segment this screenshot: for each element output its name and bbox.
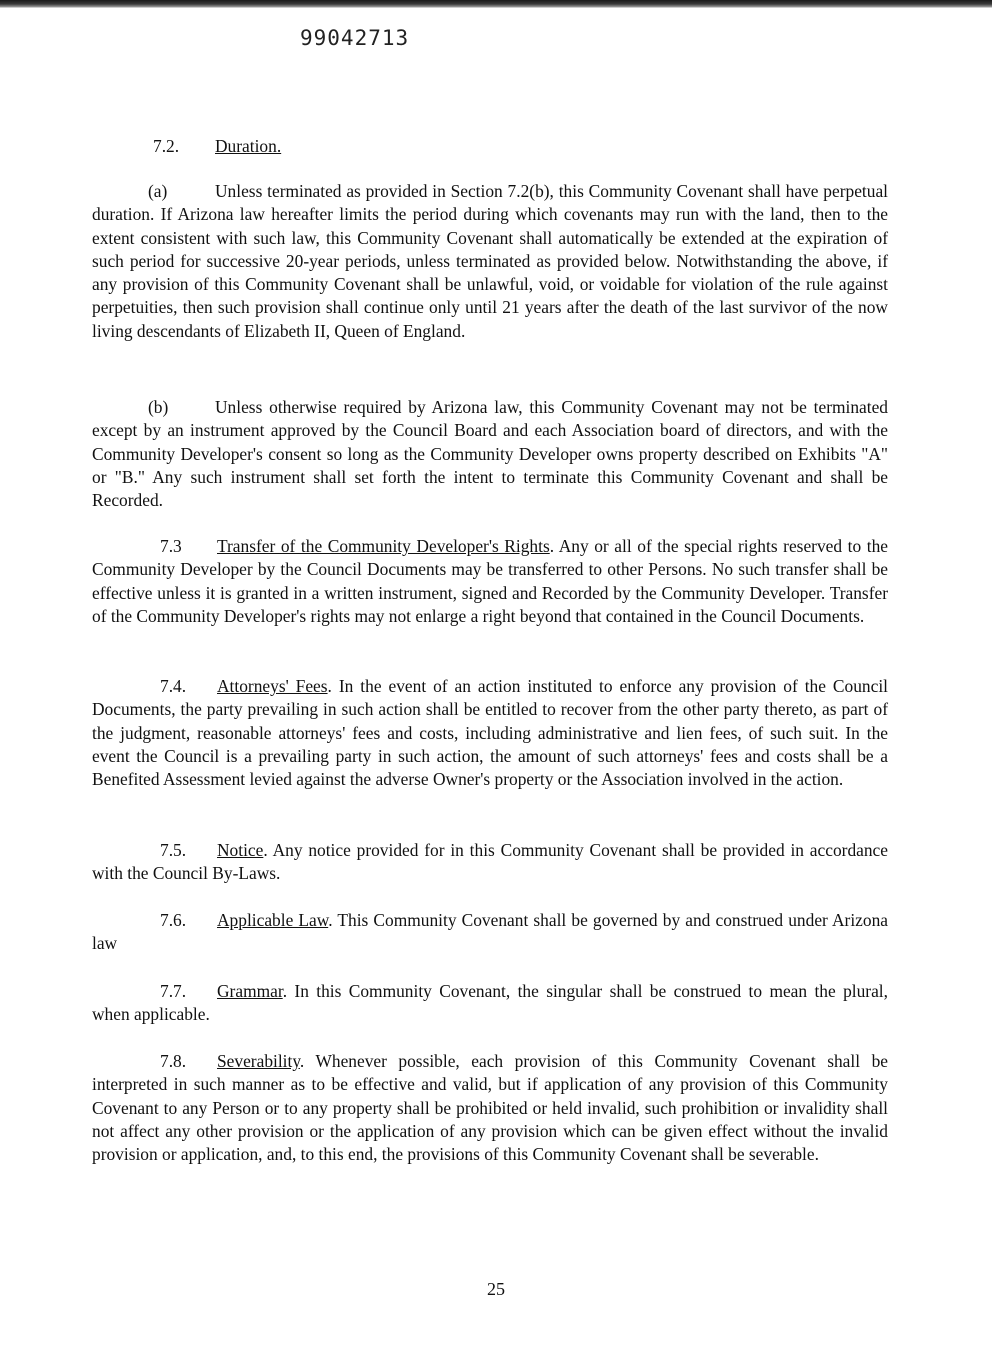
section-7-2-heading xyxy=(153,136,281,157)
subsection-label: (a) xyxy=(148,181,168,201)
document-number: 99042713 xyxy=(300,26,410,50)
section-title: Transfer of the Community Developer's Rights xyxy=(217,536,550,556)
section-7-5: 7.5. Notice. Any notice provided for in this Community Covenant shall be provided in accordance with the Council By-Laws. xyxy=(92,840,888,884)
section-7-3: 7.3 Transfer of the Community Developer's Rights. Any or all of the special rights reserved to the Community Developer by the Council Documents may be transferred to other Persons. No such transfer shall be effective unless it is granted in a written instrument, signed and Recorded by the Community Developer. Transfer of the Community Developer's rights may not enlarge a right beyond that contained in the Council Documents. xyxy=(92,536,888,626)
section-text: Any or all of the special rights reserved to the Community Developer by the Council Documents may be transferred to other Persons. No such transfer shall be effective unless it is granted in a written instrument, signed and Recorded by the Community Developer. Transfer of the Community Developer's rights may not enlarge a right beyond that contained in the Council Documents. xyxy=(92,536,888,626)
section-number: 7.3 xyxy=(160,536,182,556)
section-text: This Community Covenant shall be governed by and construed under Arizona law xyxy=(92,910,888,954)
section-title: Severability xyxy=(217,1051,300,1071)
section-title: Duration. xyxy=(215,136,282,156)
section-text: Any notice provided for in this Community Covenant shall be provided in accordance with the Council By-Laws. xyxy=(92,840,888,884)
section-text: In this Community Covenant, the singular shall be construed to mean the plural, when applicable. xyxy=(92,981,888,1025)
section-7-2-b xyxy=(92,396,888,512)
section-text: Whenever possible, each provision of this Community Covenant shall be interpreted in such manner as to be effective and valid, but if application of any provision of this Community Covenant to any Person or to any property shall be prohibited or held invalid, such prohibition or invalidity shall not affect any other provision or the application of any provision which can be given effect without the invalid provision or application, and, to this end, the provisions of this Community Covenant shall be severable. xyxy=(92,1051,888,1165)
section-title: Attorneys' Fees xyxy=(217,676,328,696)
section-number: 7.8. xyxy=(160,1051,187,1071)
subsection-label: (b) xyxy=(148,397,169,417)
section-title: Applicable Law xyxy=(217,910,329,930)
section-number: 7.2. xyxy=(153,136,180,156)
section-number: 7.5. xyxy=(160,840,187,860)
section-number: 7.7. xyxy=(160,981,187,1001)
section-title: Notice xyxy=(217,840,264,860)
subsection-text: Unless terminated as provided in Section 7.2(b), this Community Covenant shall have perpetual duration. If Arizona law hereafter limits the period during which covenants may run with the land, then to the extent consistent with such law, this Community Covenant shall automatically be extended at the expiration of such period for successive 20-year periods, unless terminated as provided below. Notwithstanding the above, if any provision of this Community Covenant shall be unlawful, void, or voidable for violation of the rule against perpetuities, then such provision shall continue only until 21 years after the death of the last survivor of the now living descendants of Elizabeth II, Queen of England. xyxy=(92,181,888,341)
section-7-8: 7.8. Severability. Whenever possible, each provision of this Community Covenant shall be interpreted in such manner as to be effective and valid, but if application of any provision of this Community Covenant to any Person or to any property shall be prohibited or held invalid, such prohibition or invalidity shall not affect any other provision or the application of any provision which can be given effect without the invalid provision or application, and, to this end, the provisions of this Community Covenant shall be severable. xyxy=(92,1051,888,1165)
section-number: 7.6. xyxy=(160,910,187,930)
section-number: 7.4. xyxy=(160,676,187,696)
scan-edge xyxy=(0,0,992,8)
section-7-4: 7.4. Attorneys' Fees. In the event of an action instituted to enforce any provision of the Council Documents, the party prevailing in such action shall be entitled to recover from the other party thereto, as part of the judgment, reasonable attorneys' fees and costs, including administrative and lien fees, of such suit. In the event the Council is a prevailing party in such action, the amount of such attorneys' fees and costs shall be a Benefited Assessment levied against the adverse Owner's property or the Association involved in the action. xyxy=(92,676,888,790)
section-7-6: 7.6. Applicable Law. This Community Covenant shall be governed by and construed under Arizona law xyxy=(92,910,888,954)
section-text: In the event of an action instituted to enforce any provision of the Council Documents, the party prevailing in such action shall be entitled to recover from the other party thereto, as part of the judgment, reasonable attorneys' fees and costs, including administrative and lien fees, of such suit. In the event the Council is a prevailing party in such action, the amount of such attorneys' fees and costs shall be a Benefited Assessment levied against the adverse Owner's property or the Association involved in the action. xyxy=(92,676,888,790)
section-7-7: 7.7. Grammar. In this Community Covenant, the singular shall be construed to mean the plural, when applicable. xyxy=(92,981,888,1025)
page-number: 25 xyxy=(487,1279,505,1299)
section-title: Grammar xyxy=(217,981,283,1001)
subsection-text: Unless otherwise required by Arizona law, this Community Covenant may not be terminated except by an instrument approved by the Council Board and each Association board of directors, and with the Community Developer's consent so long as the Community Developer owns property described on Exhibits "A" or "B." Any such instrument shall set forth the intent to terminate this Community Covenant and shall be Recorded. xyxy=(92,397,888,511)
section-7-2-a xyxy=(92,180,888,343)
